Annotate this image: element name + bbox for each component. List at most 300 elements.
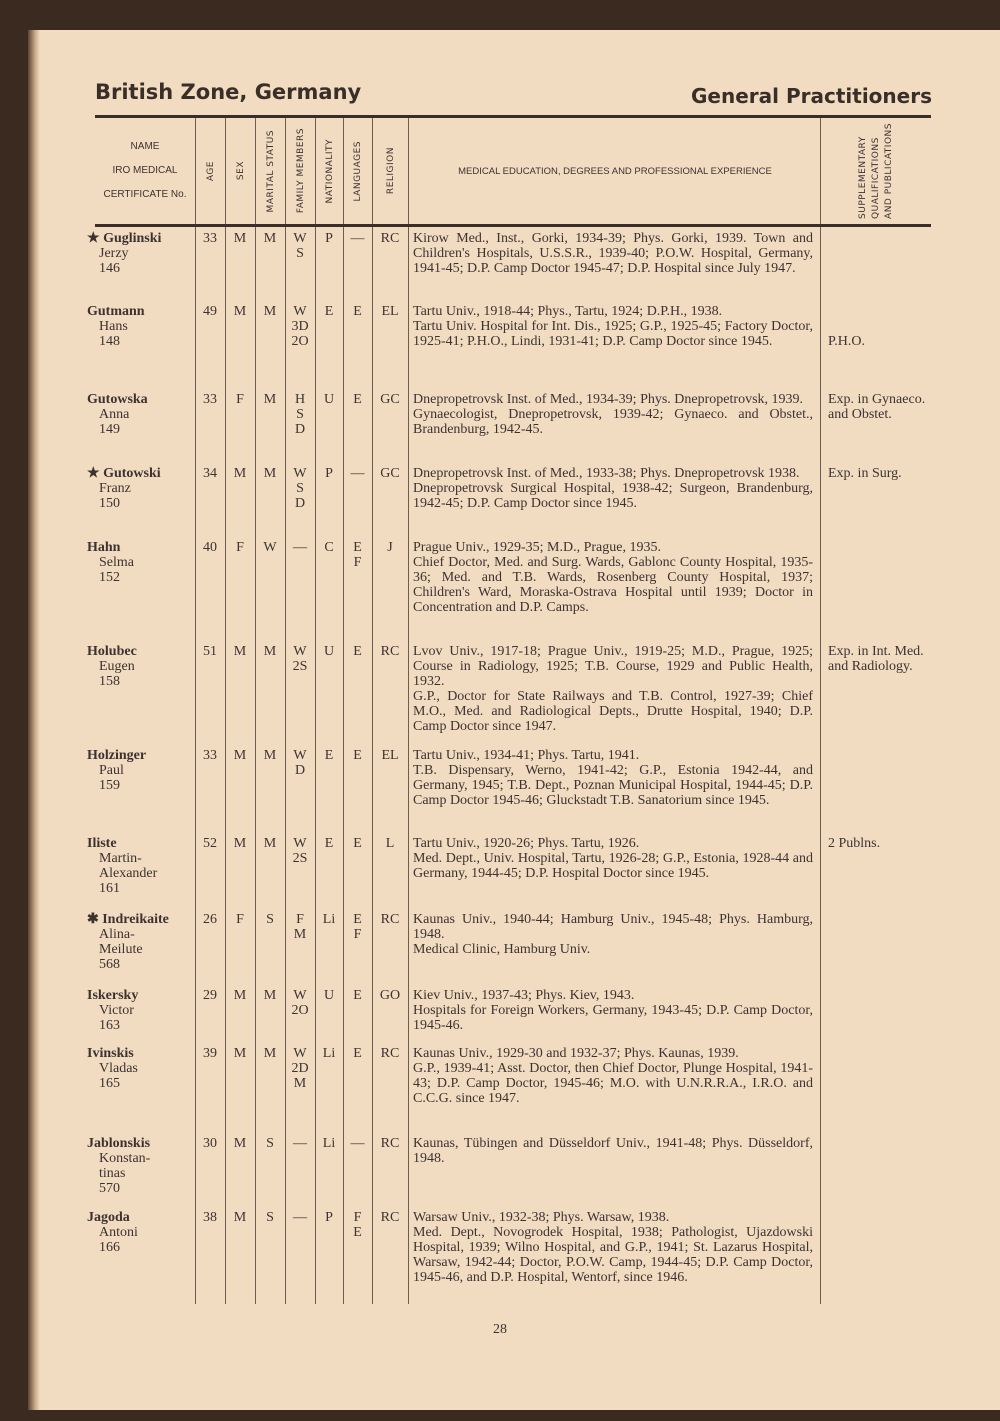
surname: Gutowska — [87, 392, 148, 407]
marital-status: M — [263, 836, 277, 851]
marital-cell — [255, 988, 285, 1003]
language: F — [353, 927, 362, 942]
family-member: W — [293, 836, 307, 851]
family-member: S — [296, 407, 304, 422]
age-cell — [195, 1136, 225, 1151]
header-marital-label: MARITAL STATUS — [265, 129, 276, 213]
marker-icon: ★ — [87, 466, 100, 481]
header-sup-line: SUPPLEMENTARY — [858, 136, 868, 219]
header-sup-line: AND PUBLICATIONS — [884, 123, 894, 219]
family-cell — [285, 1210, 315, 1225]
language: E — [353, 748, 362, 763]
supplementary-text: Exp. in Surg. — [828, 466, 902, 481]
nationality-cell — [315, 392, 343, 407]
family-member: H — [294, 392, 306, 407]
name-cell — [87, 836, 187, 896]
languages-cell — [343, 392, 372, 407]
surname: Holubec — [87, 644, 137, 659]
family-member: W — [293, 988, 307, 1003]
education-paragraph: Dnepropetrovsk Inst. of Med., 1933-38; Phys. Dnepropetrovsk 1938. — [413, 466, 800, 481]
age: 34 — [203, 466, 217, 481]
nationality-cell — [315, 304, 343, 319]
running-header-left: British Zone, Germany — [95, 80, 362, 104]
family-member: W — [293, 748, 307, 763]
language: — — [350, 231, 365, 246]
table-body — [87, 227, 931, 1304]
given-name: Paul — [99, 763, 124, 778]
language: — — [350, 1136, 365, 1151]
religion-cell — [372, 1136, 408, 1151]
religion-cell — [372, 540, 408, 555]
table-row — [87, 1042, 931, 1132]
certificate-number: 159 — [99, 778, 120, 793]
languages-cell — [343, 1046, 372, 1061]
header-sup-line: QUALIFICATIONS — [871, 137, 881, 219]
name-cell — [87, 392, 187, 437]
marital-status: M — [263, 466, 277, 481]
education-paragraph: G.P., Doctor for State Railways and T.B. Control, 1927-39; Chief M.O., Med. and Radiological Depts., Drutte Hospital, 1940; D.P. Camp Doctor since 1947. — [413, 689, 813, 734]
family-member: — — [293, 1136, 307, 1151]
sex-cell — [225, 912, 255, 927]
nationality-cell — [315, 836, 343, 851]
education-cell — [413, 836, 813, 881]
education-paragraph: Medical Clinic, Hamburg Univ. — [413, 942, 591, 957]
certificate-number: 570 — [99, 1181, 120, 1196]
age-cell — [195, 912, 225, 927]
education-paragraph: Kaunas Univ., 1929-30 and 1932-37; Phys. Kaunas, 1939. — [413, 1046, 739, 1061]
education-paragraph: Chief Doctor, Med. and Surg. Wards, Gablonc County Hospital, 1935-36; Med. and T.B. Wards, Rosenberg County Hospital, 1937; Children's Ward, Moraska-Ostrava Hospital until 1939; Doctor in Concentration and D.P. Camps. — [413, 555, 813, 615]
languages-cell — [343, 466, 372, 481]
surname: Holzinger — [87, 748, 147, 763]
nationality-cell — [315, 1210, 343, 1225]
header-name-line: NAME — [130, 141, 160, 152]
family-cell — [285, 1136, 315, 1151]
religion-cell — [372, 988, 408, 1003]
header-sex — [225, 118, 256, 224]
age: 40 — [203, 540, 217, 555]
education-paragraph: Prague Univ., 1929-35; M.D., Prague, 1935. — [413, 540, 661, 555]
education-paragraph: Tartu Univ., 1918-44; Phys., Tartu, 1924; D.P.H., 1938. — [413, 304, 723, 319]
family-member: — — [293, 1210, 307, 1225]
education-paragraph: Dnepropetrovsk Inst. of Med., 1934-39; Phys. Dnepropetrovsk, 1939. — [413, 392, 804, 407]
nationality: Li — [322, 1136, 336, 1151]
table-row — [87, 462, 931, 536]
religion-cell — [372, 1210, 408, 1225]
certificate-number: 165 — [99, 1076, 120, 1091]
religion-cell — [372, 644, 408, 659]
surname: Guglinski — [103, 231, 162, 246]
age-cell — [195, 466, 225, 481]
nationality-cell — [315, 988, 343, 1003]
marker-icon: ✱ — [87, 912, 99, 927]
table-row — [87, 832, 931, 908]
header-marital — [255, 118, 286, 224]
family-member: M — [293, 927, 307, 942]
language: E — [353, 304, 362, 319]
supplementary-cell — [828, 304, 928, 349]
sex-cell — [225, 392, 255, 407]
nationality-cell — [315, 748, 343, 763]
religion: RC — [380, 1046, 400, 1061]
header-education — [408, 118, 821, 224]
religion-cell — [372, 748, 408, 763]
nationality: Li — [322, 1046, 336, 1061]
age: 38 — [203, 1210, 217, 1225]
language: — — [350, 466, 365, 481]
table-row — [87, 388, 931, 462]
education-cell — [413, 392, 813, 437]
name-cell — [87, 912, 187, 972]
family-member: S — [296, 481, 304, 496]
marital-status: S — [266, 1136, 274, 1151]
name-cell — [87, 1136, 187, 1196]
sex-cell — [225, 1210, 255, 1225]
education-paragraph: Med. Dept., Univ. Hospital, Tartu, 1926-28; G.P., Estonia, 1928-44 and Germany, 1944-45; D.P. Hospital Doctor since 1945. — [413, 851, 813, 881]
given-name: Vladas — [99, 1061, 138, 1076]
family-member: S — [296, 246, 304, 261]
given-name: tinas — [99, 1166, 126, 1181]
education-cell — [413, 466, 813, 511]
religion: RC — [380, 231, 400, 246]
religion-cell — [372, 836, 408, 851]
nationality-cell — [315, 540, 343, 555]
surname: Gutmann — [87, 304, 145, 319]
family-member: D — [294, 763, 306, 778]
surname: Iskersky — [87, 988, 139, 1003]
religion-cell — [372, 304, 408, 319]
given-name: Alina- — [99, 927, 135, 942]
given-name: Anna — [99, 407, 130, 422]
education-cell — [413, 1046, 813, 1106]
language: E — [353, 912, 362, 927]
given-name: Konstan- — [99, 1151, 151, 1166]
languages-cell — [343, 988, 372, 1003]
religion: J — [387, 540, 393, 555]
family-member: M — [293, 1076, 307, 1091]
sex-cell — [225, 1136, 255, 1151]
education-paragraph: Kiev Univ., 1937-43; Phys. Kiev, 1943. — [413, 988, 635, 1003]
marital-cell — [255, 540, 285, 555]
certificate-number: 163 — [99, 1018, 120, 1033]
languages-cell — [343, 304, 372, 319]
education-paragraph: Med. Dept., Novogrodek Hospital, 1938; Pathologist, Ujazdowski Hospital, 1939; Wilno Hospital, and G.P., 1941; St. Lazarus Hospital, Warsaw, 1942-44; Doctor, P.O.W. Camp, 1944-45; D.P. Camp Doctor, 1945-46, and D.P. Hospital, Wentorf, since 1946. — [413, 1225, 813, 1285]
education-paragraph: Kirow Med., Inst., Gorki, 1934-39; Phys. Gorki, 1939. Town and Children's Hospitals, U.S.S.R., 1939-40; P.O.W. Hospital, Germany, 1941-45; D.P. Camp Doctor 1945-47; D.P. Hospital since July 1947. — [413, 231, 813, 276]
age-cell — [195, 540, 225, 555]
age: 52 — [203, 836, 217, 851]
education-paragraph: Tartu Univ., 1934-41; Phys. Tartu, 1941. — [413, 748, 640, 763]
education-cell — [413, 748, 813, 808]
education-cell — [413, 988, 813, 1033]
marital-status: M — [263, 748, 277, 763]
sex: F — [236, 540, 244, 555]
name-cell — [87, 748, 187, 793]
age-cell — [195, 644, 225, 659]
sex: M — [233, 836, 247, 851]
marital-cell — [255, 466, 285, 481]
sex-cell — [225, 988, 255, 1003]
languages-cell — [343, 912, 372, 942]
certificate-number: 150 — [99, 496, 120, 511]
name-cell — [87, 304, 187, 349]
nationality-cell — [315, 912, 343, 927]
sex: M — [233, 748, 247, 763]
family-member: 2S — [292, 851, 308, 866]
languages-cell — [343, 836, 372, 851]
religion: GO — [379, 988, 401, 1003]
sex: M — [233, 466, 247, 481]
education-paragraph: Kaunas, Tübingen and Düsseldorf Univ., 1941-48; Phys. Düsseldorf, 1948. — [413, 1136, 813, 1166]
nationality: U — [323, 644, 335, 659]
sex: M — [233, 1046, 247, 1061]
table-row — [87, 908, 931, 984]
sex-cell — [225, 644, 255, 659]
language: F — [353, 1210, 362, 1225]
given-name: Victor — [99, 1003, 134, 1018]
family-cell — [285, 836, 315, 866]
education-paragraph: G.P., 1939-41; Asst. Doctor, then Chief Doctor, Plunge Hospital, 1941-43; D.P. Camp Doctor, 1945-46; M.O. with U.N.R.R.A., I.R.O. and C.C.G. since 1947. — [413, 1061, 813, 1106]
header-age-label: AGE — [205, 160, 216, 182]
surname: Hahn — [87, 540, 121, 555]
religion: EL — [381, 748, 399, 763]
table-row — [87, 300, 931, 388]
family-member: W — [293, 644, 307, 659]
age-cell — [195, 1210, 225, 1225]
supplementary-text: P.H.O. — [828, 334, 865, 349]
language: E — [353, 540, 362, 555]
age-cell — [195, 1046, 225, 1061]
age-cell — [195, 304, 225, 319]
marital-status: M — [263, 392, 277, 407]
header-family — [285, 118, 316, 224]
marital-status: S — [266, 1210, 274, 1225]
religion-cell — [372, 392, 408, 407]
supplementary-text: Exp. in Gynaeco. and Obstet. — [828, 392, 926, 422]
family-member: W — [293, 1046, 307, 1061]
education-paragraph: Warsaw Univ., 1932-38; Phys. Warsaw, 1938. — [413, 1210, 670, 1225]
header-languages — [343, 118, 373, 224]
table-row — [87, 744, 931, 832]
family-member: 2D — [291, 1061, 309, 1076]
sex-cell — [225, 304, 255, 319]
language: E — [353, 988, 362, 1003]
family-member: — — [293, 540, 307, 555]
name-cell — [87, 231, 187, 276]
certificate-number: 146 — [99, 261, 120, 276]
header-supplementary-label — [857, 123, 896, 219]
age-cell — [195, 988, 225, 1003]
header-supplementary — [820, 118, 932, 224]
sex-cell — [225, 540, 255, 555]
religion: RC — [380, 1136, 400, 1151]
sex: M — [233, 988, 247, 1003]
religion-cell — [372, 466, 408, 481]
sex: F — [236, 392, 244, 407]
education-cell — [413, 1136, 813, 1166]
table-row — [87, 227, 931, 300]
education-cell — [413, 304, 813, 349]
surname: Jablonskis — [87, 1136, 151, 1151]
age-cell — [195, 836, 225, 851]
supplementary-cell — [828, 644, 928, 674]
education-paragraph: Dnepropetrovsk Surgical Hospital, 1938-42; Surgeon, Brandenburg, 1942-45; D.P. Camp Doctor since 1945. — [413, 481, 813, 511]
table-header — [95, 115, 931, 227]
header-religion-label: RELIGION — [385, 147, 396, 195]
marital-status: W — [263, 540, 277, 555]
given-name: Hans — [99, 319, 128, 334]
nationality-cell — [315, 1046, 343, 1061]
surname: Ivinskis — [87, 1046, 134, 1061]
given-name: Selma — [99, 555, 134, 570]
family-cell — [285, 392, 315, 437]
given-name: Jerzy — [99, 246, 129, 261]
nationality: C — [324, 540, 334, 555]
religion: RC — [380, 644, 400, 659]
nationality-cell — [315, 466, 343, 481]
given-name: Alexander — [99, 866, 158, 881]
marital-cell — [255, 912, 285, 927]
surname: Gutowski — [103, 466, 161, 481]
given-name: Martin- — [99, 851, 142, 866]
certificate-number: 158 — [99, 674, 120, 689]
language: E — [353, 644, 362, 659]
family-member: W — [293, 231, 307, 246]
certificate-number: 148 — [99, 334, 120, 349]
languages-cell — [343, 1210, 372, 1240]
age: 33 — [203, 392, 217, 407]
marital-status: S — [266, 912, 274, 927]
education-paragraph: Lvov Univ., 1917-18; Prague Univ., 1919-25; M.D., Prague, 1925; Course in Radiology, 1925; T.B. Course, 1929 and Public Health, 1932. — [413, 644, 813, 689]
languages-cell — [343, 540, 372, 570]
sex: M — [233, 231, 247, 246]
name-cell — [87, 1046, 187, 1091]
marker-icon: ★ — [87, 231, 100, 246]
certificate-number: 568 — [99, 957, 120, 972]
header-name — [95, 118, 195, 224]
nationality: P — [325, 1210, 333, 1225]
education-paragraph: Tartu Univ., 1920-26; Phys. Tartu, 1926. — [413, 836, 640, 851]
age: 33 — [203, 231, 217, 246]
name-cell — [87, 1210, 187, 1255]
family-cell — [285, 912, 315, 942]
religion-cell — [372, 1046, 408, 1061]
sex: M — [233, 1210, 247, 1225]
family-member: D — [294, 422, 306, 437]
marital-cell — [255, 836, 285, 851]
nationality: P — [325, 466, 333, 481]
nationality-cell — [315, 1136, 343, 1151]
education-paragraph: T.B. Dispensary, Werno, 1941-42; G.P., Estonia 1942-44, and Germany, 1945; T.B. Dept., Poznan Municipal Hospital, 1944-45; D.P. Camp Doctor 1945-46; Gluckstadt T.B. Sanatorium since 1945. — [413, 763, 813, 808]
certificate-number: 166 — [99, 1240, 120, 1255]
nationality: P — [325, 231, 333, 246]
age-cell — [195, 392, 225, 407]
sex-cell — [225, 466, 255, 481]
family-cell — [285, 1046, 315, 1091]
family-member: 2O — [291, 1003, 309, 1018]
given-name: Eugen — [99, 659, 135, 674]
age: 30 — [203, 1136, 217, 1151]
age: 33 — [203, 748, 217, 763]
age: 49 — [203, 304, 217, 319]
sex-cell — [225, 1046, 255, 1061]
table-row — [87, 1206, 931, 1304]
nationality: U — [323, 392, 335, 407]
certificate-number: 161 — [99, 881, 120, 896]
nationality-cell — [315, 644, 343, 659]
education-paragraph: Gynaecologist, Dnepropetrovsk, 1939-42; Gynaeco. and Obstet., Brandenburg, 1942-45. — [413, 407, 813, 437]
table-row — [87, 640, 931, 744]
marital-status: M — [263, 304, 277, 319]
nationality: E — [324, 304, 334, 319]
marital-status: M — [263, 644, 277, 659]
nationality-cell — [315, 231, 343, 246]
education-cell — [413, 1210, 813, 1285]
marital-status: M — [263, 231, 277, 246]
supplementary-cell — [828, 466, 928, 481]
age: 26 — [203, 912, 217, 927]
name-cell — [87, 540, 187, 585]
family-member: W — [293, 304, 307, 319]
header-languages-label: LANGUAGES — [353, 140, 363, 202]
religion: RC — [380, 912, 400, 927]
supplementary-cell — [828, 392, 928, 422]
family-member: 3D — [291, 319, 309, 334]
name-cell — [87, 644, 187, 689]
education-cell — [413, 644, 813, 734]
family-member: F — [296, 912, 304, 927]
family-cell — [285, 304, 315, 349]
age: 39 — [203, 1046, 217, 1061]
family-cell — [285, 540, 315, 555]
family-member: 2S — [292, 659, 308, 674]
languages-cell — [343, 1136, 372, 1151]
language: E — [353, 1046, 362, 1061]
header-education-label: MEDICAL EDUCATION, DEGREES AND PROFESSIONAL EXPERIENCE — [458, 165, 772, 177]
header-age — [195, 118, 226, 224]
certificate-number: 149 — [99, 422, 120, 437]
supplementary-text: Exp. in Int. Med. and Radiology. — [828, 644, 924, 674]
religion: RC — [380, 1210, 400, 1225]
marital-status: M — [263, 988, 277, 1003]
education-paragraph: Kaunas Univ., 1940-44; Hamburg Univ., 1945-48; Phys. Hamburg, 1948. — [413, 912, 813, 942]
languages-cell — [343, 748, 372, 763]
religion: GC — [380, 466, 400, 481]
sex: M — [233, 644, 247, 659]
language: E — [353, 836, 362, 851]
supplementary-cell — [828, 836, 928, 851]
language: E — [353, 1225, 362, 1240]
languages-cell — [343, 644, 372, 659]
family-cell — [285, 466, 315, 511]
age: 51 — [203, 644, 217, 659]
education-cell — [413, 912, 813, 957]
given-name: Meilute — [99, 942, 143, 957]
given-name: Antoni — [99, 1225, 138, 1240]
family-member: D — [294, 496, 306, 511]
marital-cell — [255, 1046, 285, 1061]
header-name-line: CERTIFICATE No. — [103, 189, 187, 200]
language: E — [353, 392, 362, 407]
header-religion — [372, 118, 409, 224]
family-cell — [285, 231, 315, 261]
marital-cell — [255, 231, 285, 246]
age-cell — [195, 748, 225, 763]
education-cell — [413, 231, 813, 276]
header-nationality — [315, 118, 344, 224]
marital-cell — [255, 1210, 285, 1225]
nationality: Li — [322, 912, 336, 927]
religion: EL — [381, 304, 399, 319]
table-row — [87, 1132, 931, 1206]
